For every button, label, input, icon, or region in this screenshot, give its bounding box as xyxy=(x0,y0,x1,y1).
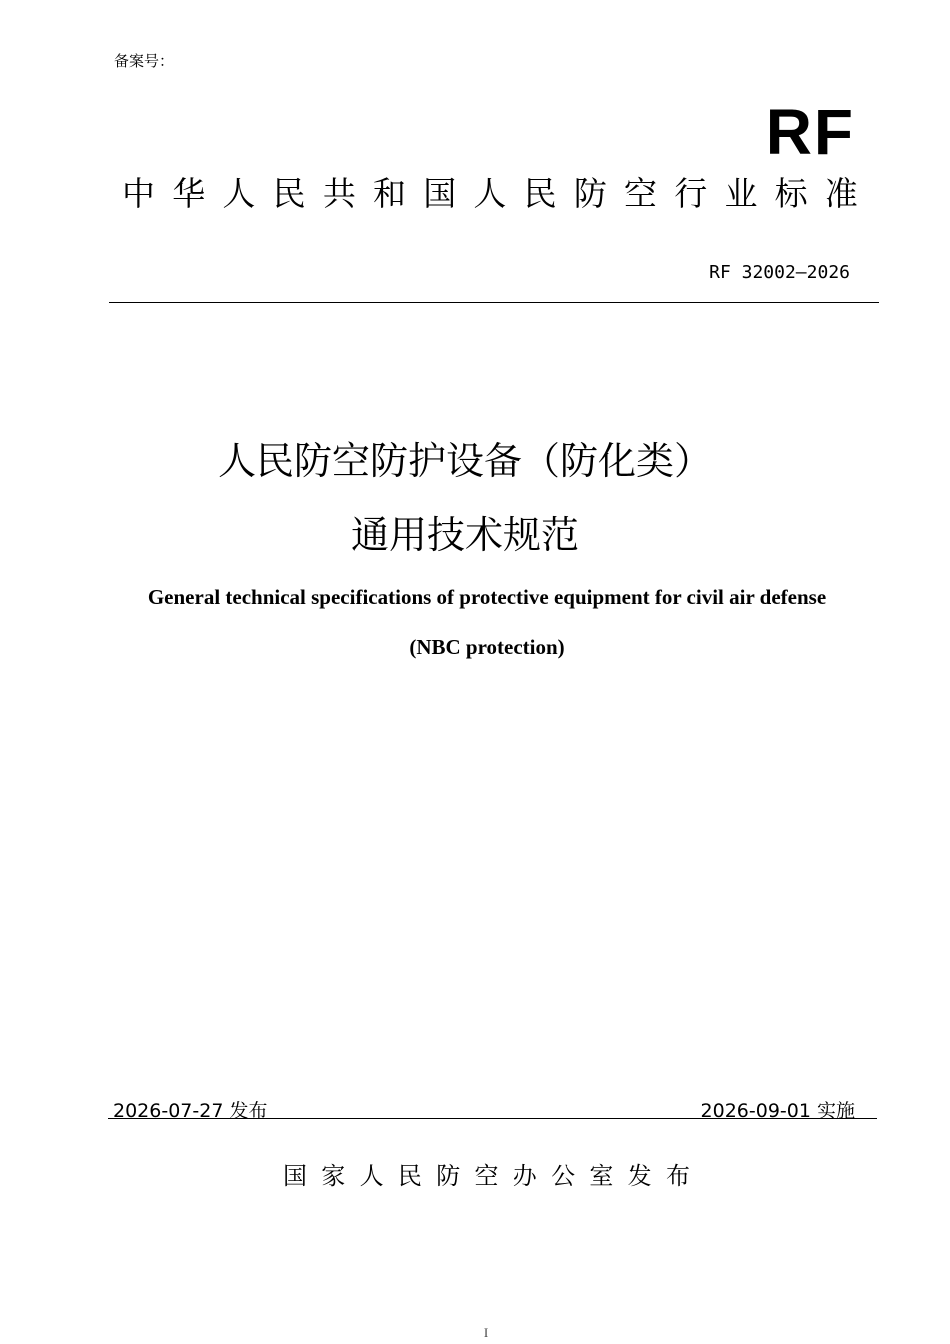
title-char: 标 xyxy=(774,174,808,213)
title-char: 华 xyxy=(172,174,206,213)
publisher xyxy=(283,1156,690,1191)
issue-date: 2026-07-27 发布 xyxy=(113,1100,268,1122)
title-char: 和 xyxy=(373,174,407,213)
title-char: 空 xyxy=(624,174,658,213)
document-title-en-line2: (NBC protection) xyxy=(409,635,565,659)
publisher-char: 民 xyxy=(397,1162,422,1190)
publisher-char: 公 xyxy=(551,1162,576,1190)
title-char: 共 xyxy=(322,174,356,213)
document-title-en-line1: General technical specifications of protective equipment for civil air defense xyxy=(147,585,827,609)
title-char: 行 xyxy=(674,174,708,213)
standard-category-title xyxy=(122,176,858,212)
publisher-char: 办 xyxy=(512,1162,537,1190)
publisher-char: 人 xyxy=(359,1162,384,1190)
title-char: 中 xyxy=(122,174,155,213)
title-char: 准 xyxy=(824,174,858,213)
implementation-date: 2026-09-01 实施 xyxy=(700,1100,855,1122)
publisher-char: 防 xyxy=(436,1162,461,1190)
publisher-char: 国 xyxy=(283,1162,307,1190)
publisher-char: 布 xyxy=(665,1162,690,1190)
title-char: 人 xyxy=(222,174,256,213)
document-title-cn-line2: 通用技术规范 xyxy=(350,513,579,557)
title-char: 人 xyxy=(473,174,507,213)
standard-number: RF 32002—2026 xyxy=(709,262,850,283)
publisher-char: 发 xyxy=(627,1162,652,1190)
title-char: 业 xyxy=(724,174,758,213)
page-number: I xyxy=(483,1325,489,1340)
publisher-char: 空 xyxy=(474,1162,499,1190)
title-char: 民 xyxy=(272,174,306,213)
filing-number-label: 备案号： xyxy=(114,52,175,70)
title-char: 防 xyxy=(573,174,607,213)
footer-divider xyxy=(108,1118,877,1119)
publisher-char: 室 xyxy=(589,1162,614,1190)
publisher-char: 家 xyxy=(321,1162,346,1190)
document-title-cn-line1: 人民防空防护设备（防化类） xyxy=(217,439,712,483)
header-divider xyxy=(109,302,879,303)
title-char: 民 xyxy=(523,174,557,213)
title-char: 国 xyxy=(423,174,457,213)
rf-logo: RF xyxy=(765,96,855,168)
